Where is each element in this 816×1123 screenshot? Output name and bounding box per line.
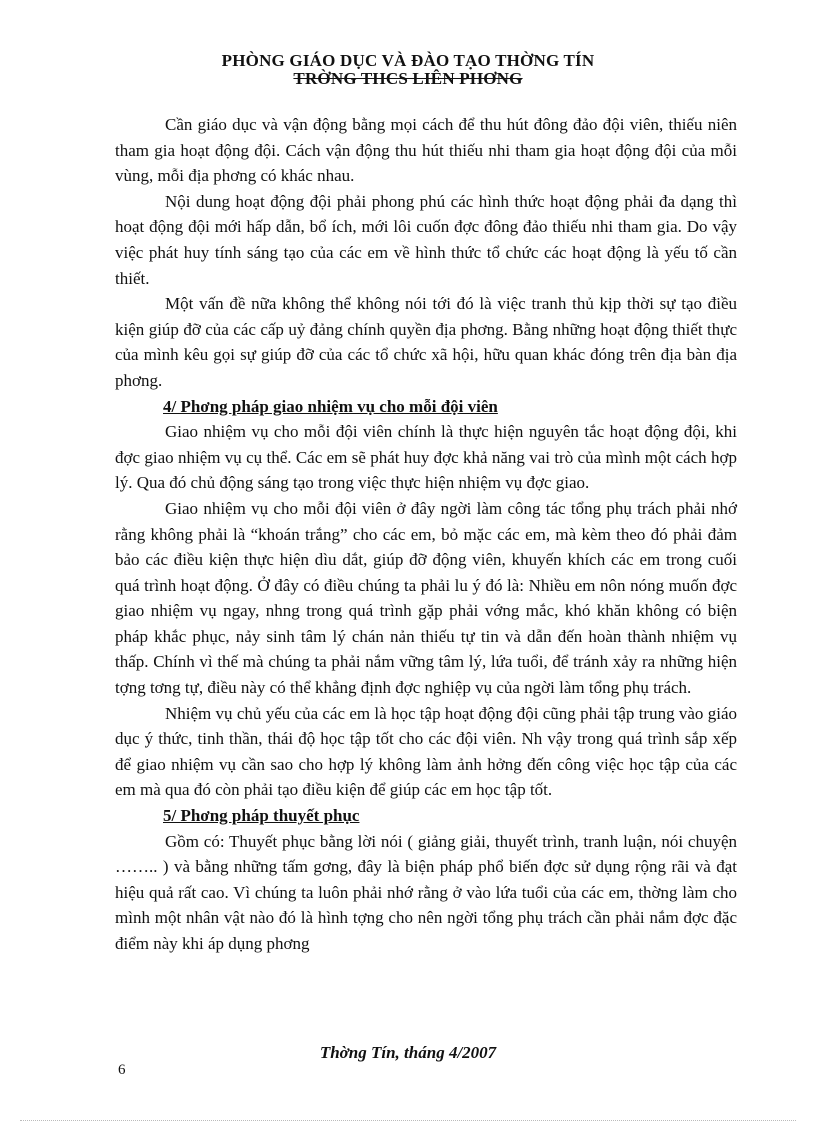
header-line-2: TRỜNG THCS LIÊN PHƠNG (293, 69, 523, 88)
paragraph: Giao nhiệm vụ cho mỗi đội viên ở đây ngời làm công tác tổng phụ trách phải nhớ rằng không phải là “khoán trắng” cho các em, bỏ mặc các em, mà kèm theo đó phải đảm bảo các điều kiện thực hiện dìu dắt, giúp đỡ động viên, khuyến khích các em trong cuối quá trình hoạt động. Ở đây có điều chúng ta phải lu ý đó là: Nhiều em nôn nóng muốn đợc giao nhiệm vụ ngay, nhng trong quá trình gặp phải vớng mắc, khó khăn không có biện pháp khắc phục, nảy sinh tâm lý chán nản thiếu tự tin và dẫn đến hoàn thành nhiệm vụ thấp. Chính vì thế mà chúng ta phải nắm vững tâm lý, lứa tuổi, để tránh xảy ra những hiện tợng tơng tự, điều này có thể khẳng định đợc nghiệp vụ của ngời làm tổng phụ trách. (115, 498, 737, 698)
paragraph: Giao nhiệm vụ cho mỗi đội viên chính là thực hiện nguyên tắc hoạt động đội, khi đợc giao nhiệm vụ cụ thể. Các em sẽ phát huy đợc khả năng vai trò của mình một cách hợp lý. Qua đó chủ động sáng tạo trong việc thực hiện nhiệm vụ đợc giao. (115, 422, 737, 493)
paragraph: Một vấn đề nữa không thể không nói tới đó là việc tranh thủ kịp thời sự tạo điều kiện giúp đỡ của các cấp uỷ đảng chính quyền địa phơng. Bằng những hoạt động thiết thực của mình kêu gọi sự giúp đỡ của các tổ chức xã hội, hữu quan khác đóng trên địa bàn địa phơng. (115, 294, 737, 390)
paragraph: Nội dung hoạt động đội phải phong phú các hình thức hoạt động phải đa dạng thì hoạt động đội mới hấp dẫn, bổ ích, mới lôi cuốn đợc đông đảo thiếu nhi tham gia. Do vậy việc phát huy tính sáng tạo của các em về hình thức tổ chức các hoạt động là yếu tố cần thiết. (115, 191, 737, 288)
document-header (0, 52, 816, 88)
page-number: 6 (118, 1062, 126, 1078)
page-bottom-divider (20, 1120, 796, 1121)
paragraph: Cần giáo dục và vận động bằng mọi cách để thu hút đông đảo đội viên, thiếu niên tham gia hoạt động đội. Cách vận động thu hút thiếu nhi tham gia hoạt động đội của mỗi vùng, mỗi địa phơng có khác nhau. (115, 115, 737, 186)
section-heading: 4/ Phơng pháp giao nhiệm vụ cho mỗi đội viên (163, 396, 498, 416)
paragraph: Nhiệm vụ chủ yếu của các em là học tập hoạt động đội cũng phải tập trung vào giáo dục ý thức, tinh thần, thái độ học tập tốt cho các đội viên. Nh vậy trong quá trình sắp xếp để giao nhiệm vụ cần sao cho hợp lý không làm ảnh hởng đến công việc học tập của các em mà qua đó còn phải tạo điều kiện để giúp các em học tập tốt. (115, 703, 737, 800)
document-body (115, 112, 737, 957)
footer-place-date: Thờng Tín, tháng 4/2007 (319, 1043, 497, 1062)
paragraph: Gồm có: Thuyết phục bằng lời nói ( giảng giải, thuyết trình, tranh luận, nói chuyện …….. ) và bằng những tấm gơng, đây là biện pháp phổ biến đợc sử dụng rộng rãi và đạt hiệu quả rất cao. Vì chúng ta luôn phải nhớ rằng ở vào lứa tuổi của các em, thờng làm cho mình một nhân vật nào đó là hình tợng cho nên ngời tổng phụ trách cần phải nắm đợc đặc điểm này khi áp dụng phơng (115, 831, 737, 953)
header-line-1: PHÒNG GIÁO DỤC VÀ ĐÀO TẠO THỜNG TÍN (221, 51, 595, 70)
section-heading: 5/ Phơng pháp thuyết phục (163, 806, 360, 826)
